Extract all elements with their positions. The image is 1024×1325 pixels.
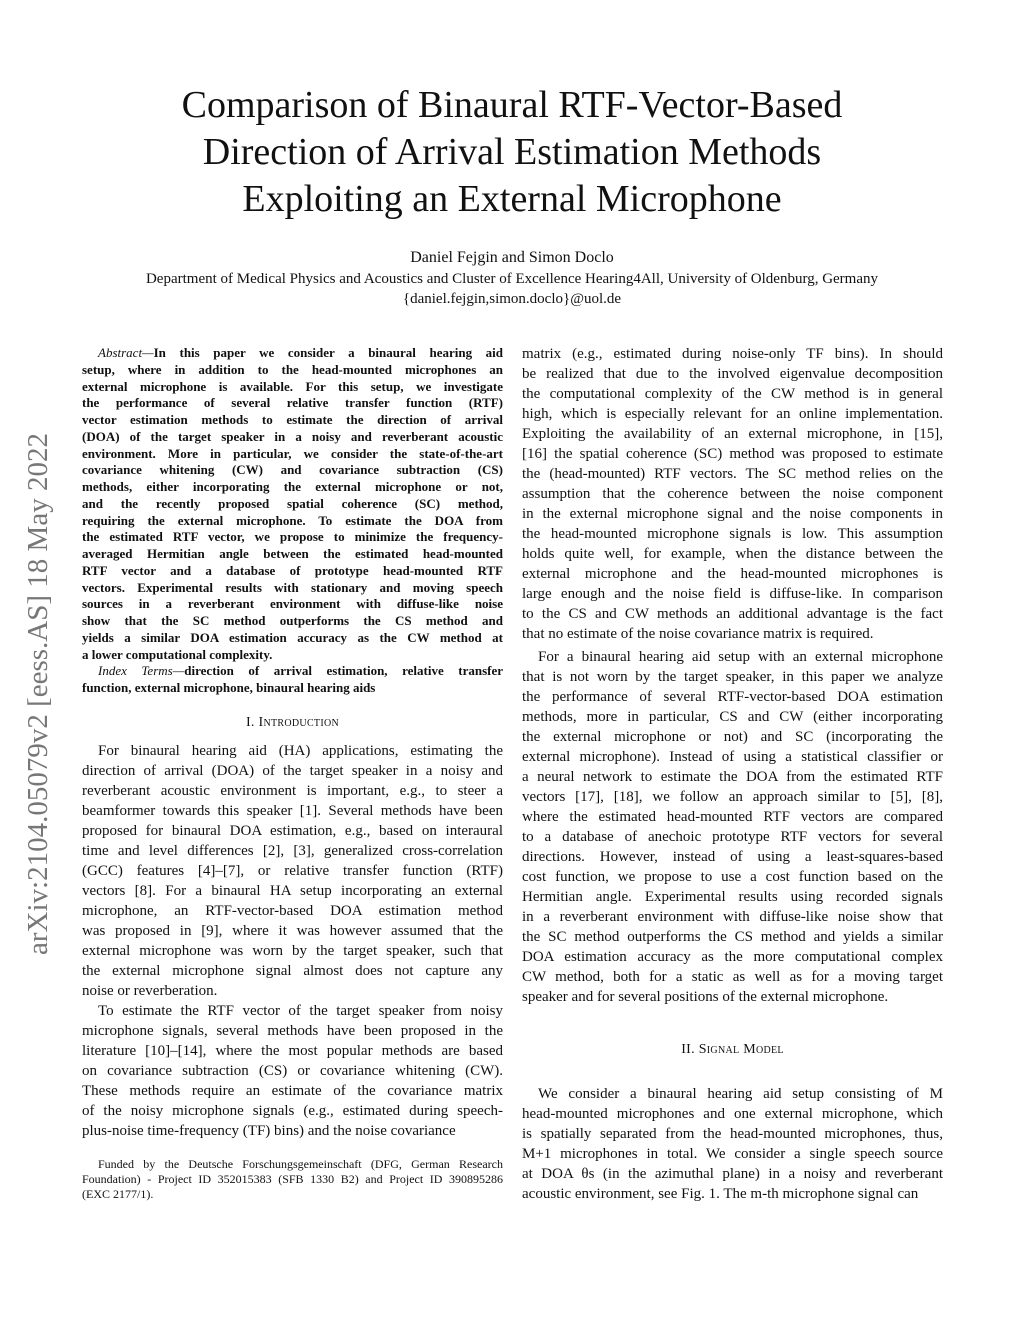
text-line: beamformer towards this speaker [1]. Several methods have been (82, 803, 503, 819)
text-line: the performance of several RTF-vector-based DOA estimation (522, 689, 943, 705)
text-line: CW method, both for a static as well as for a moving target (522, 969, 943, 985)
text-line: We consider a binaural hearing aid setup consisting of M (538, 1086, 943, 1102)
text-line: Foundation) - Project ID 352015383 (SFB 1330 B2) and Project ID 390895286 (82, 1172, 503, 1186)
text-line: the estimated RTF vector, we propose to minimize the frequency- (82, 529, 503, 545)
text-line: plus-noise time-frequency (TF) bins) and the noise covariance (82, 1123, 456, 1139)
text-line: holds quite well, for example, when the distance between the (522, 546, 943, 562)
text-line: that no estimate of the noise covariance matrix is required. (522, 626, 874, 642)
text-line: external microphone is available. For this setup, we investigate (82, 378, 503, 394)
text-line: covariance whitening (CW) and covariance subtraction (CS) (82, 462, 503, 478)
text-line: the head-mounted microphone signals is low. This assumption (522, 526, 943, 542)
label: Abstract— (98, 345, 154, 360)
text-line: Abstract—In this paper we consider a binaural hearing aid (98, 345, 503, 360)
text-line: M+1 microphones in total. We consider a single speech source (522, 1146, 943, 1162)
paragraph (522, 647, 943, 1007)
text-line: the external microphone signal almost does not capture any (82, 963, 503, 979)
text-line: environment. More in particular, we consider the state-of-the-art (82, 445, 503, 461)
text-line: For a binaural hearing aid setup with an external microphone (538, 649, 943, 665)
text-line: in the external microphone signal and the noise components in (522, 506, 943, 522)
email: {daniel.fejgin,simon.doclo}@uol.de (402, 291, 622, 307)
abstract (82, 345, 503, 663)
text-line: to the CS and CW methods an additional advantage is the fact (522, 606, 943, 622)
text-line: time and level differences [2], [3], generalized cross-correlation (82, 843, 503, 859)
text-line: averaged Hermitian angle between the estimated head-mounted (82, 546, 503, 561)
text-line: a lower computational complexity. (82, 646, 273, 662)
paragraph (82, 1001, 503, 1141)
paragraph (82, 741, 503, 1001)
text-line: be realized that due to the involved eigenvalue decomposition (522, 366, 943, 382)
text-line: requiring the external microphone. To estimate the DOA from (82, 512, 503, 528)
index-terms (82, 663, 503, 697)
section-heading-introduction: I. Introduction (245, 715, 340, 730)
text-line: noise or reverberation. (82, 983, 218, 999)
title-line: Exploiting an External Microphone (242, 178, 782, 220)
text-line: acoustic environment, see Fig. 1. The m-th microphone signal can (522, 1186, 919, 1202)
arxiv-identifier: arXiv:2104.05079v2 [eess.AS] 18 May 2022 (22, 433, 54, 955)
text-line: the performance of several relative transfer function (RTF) (82, 395, 503, 411)
footnote (82, 1157, 503, 1202)
text-line: head-mounted microphones and one external microphone, which (522, 1106, 943, 1122)
text-line: in a reverberant environment with diffuse-like noise show that (522, 909, 943, 925)
text-line: DOA estimation accuracy as the more computational complex (522, 949, 943, 965)
text-line: the SC method outperforms the CS method and yields a similar (522, 929, 943, 945)
authors: Daniel Fejgin and Simon Doclo (410, 249, 614, 266)
title-line: Comparison of Binaural RTF-Vector-Based (181, 84, 843, 126)
text-line: external microphone). Instead of using a statistical classifier or (522, 749, 943, 765)
text-line: that is not worn by the target speaker, in this paper we analyze (522, 669, 943, 685)
text-line: high, which is especially relevant for an online implementation. (522, 406, 943, 422)
text-line: assumption that the coherence between the noise component (522, 486, 943, 502)
text-line: on covariance subtraction (CS) or covariance whitening (CW). (82, 1063, 503, 1079)
text-line: cost function, we propose to use a cost function based on the (522, 869, 943, 885)
text-line: proposed for binaural DOA estimation, e.g., based on interaural (82, 823, 503, 839)
text-line: the external microphone or not) and SC (incorporating the (522, 729, 943, 745)
text-line: microphone signals, several methods have been proposed in the (82, 1023, 503, 1039)
affiliation: Department of Medical Physics and Acoustics and Cluster of Excellence Hearing4All, University of Oldenburg, Germany (145, 271, 879, 287)
paragraph (522, 1084, 943, 1204)
text-line: directions. However, instead of using a least-squares-based (522, 849, 943, 865)
text-line: Index Terms—direction of arrival estimation, relative transfer (98, 663, 503, 678)
text-line: external microphone was worn by the target speaker, such that (82, 943, 503, 959)
text-line: to a database of anechoic prototype RTF vectors for several (522, 829, 943, 845)
text-line: matrix (e.g., estimated during noise-only TF bins). In should (522, 346, 943, 362)
text-line: show that the SC method outperforms the CS method and (82, 613, 503, 628)
label: Index Terms— (98, 663, 185, 678)
text-line: direction of arrival (DOA) of the target speaker in a noisy and (82, 763, 503, 779)
text-line: methods, either incorporating the external microphone or not, (82, 479, 503, 494)
text-line: vectors. Experimental results with stationary and moving speech (82, 579, 503, 595)
text-line: reverberant acoustic environment is important, e.g., to steer a (82, 783, 503, 799)
title-line: Direction of Arrival Estimation Methods (202, 131, 822, 173)
text-line: vector estimation methods to estimate the direction of arrival (82, 412, 503, 427)
text-line: For binaural hearing aid (HA) applications, estimating the (98, 743, 503, 759)
text-line: function, external microphone, binaural hearing aids (82, 679, 376, 695)
text-line: a neural network to estimate the DOA from the estimated RTF (522, 769, 943, 785)
text-line: was proposed in [9], where it was however assumed that the (82, 923, 503, 939)
text-line: at DOA θs (in the azimuthal plane) in a noisy and reverberant (522, 1166, 943, 1182)
text-line: microphone, an RTF-vector-based DOA estimation method (82, 903, 503, 919)
text-line: and the recently proposed spatial coherence (SC) method, (82, 495, 503, 511)
text-line: literature [10]–[14], where the most popular methods are based (82, 1043, 503, 1059)
text-line: (EXC 2177/1). (82, 1187, 154, 1201)
text-line: external microphone and the head-mounted microphones is (522, 566, 943, 582)
text-line: (GCC) features [4]–[7], or relative transfer function (RTF) (82, 863, 503, 879)
text-line: (DOA) of the target speaker in a noisy and reverberant acoustic (82, 428, 503, 444)
text-line: RTF vector and a database of prototype head-mounted RTF (82, 562, 503, 578)
section-heading-signal-model: II. Signal Model (681, 1042, 784, 1057)
text-line: vectors [8]. For a binaural HA setup incorporating an external (82, 883, 503, 899)
text-line: is spatially separated from the head-mounted microphones, thus, (522, 1126, 943, 1142)
text-line: yields a similar DOA estimation accuracy as the CW method at (82, 629, 503, 645)
text-line: vectors [17], [18], we follow an approach similar to [5], [8], (522, 789, 943, 805)
text-line: of the noisy microphone signals (e.g., estimated during speech- (82, 1103, 503, 1119)
text-line: Funded by the Deutsche Forschungsgemeinschaft (DFG, German Research (98, 1157, 503, 1171)
text-line: speaker and for several positions of the external microphone. (522, 989, 889, 1005)
text-line: Hermitian angle. Experimental results using recorded signals (522, 889, 943, 905)
text-line: methods, more in particular, CS and CW (either incorporating (522, 709, 943, 725)
text-line: Exploiting the availability of an external microphone, in [15], (522, 426, 943, 442)
text-line: These methods require an estimate of the covariance matrix (82, 1083, 503, 1099)
text-line: [16] the spatial coherence (SC) method was proposed to estimate (522, 446, 943, 462)
text-line: the (head-mounted) RTF vectors. The SC method relies on the (522, 466, 943, 482)
text-line: large enough and the noise field is diffuse-like. In comparison (522, 586, 943, 602)
text-line: To estimate the RTF vector of the target speaker from noisy (98, 1003, 503, 1019)
paper-title (0, 82, 1024, 223)
text-line: where the estimated head-mounted RTF vectors are compared (522, 809, 943, 825)
text-line: setup, where in addition to the head-mounted microphones an (82, 361, 503, 377)
text-line: sources in a reverberant environment with diffuse-like noise (82, 596, 503, 612)
paragraph (522, 344, 943, 644)
text-line: the computational complexity of the CW method is in general (522, 386, 943, 402)
